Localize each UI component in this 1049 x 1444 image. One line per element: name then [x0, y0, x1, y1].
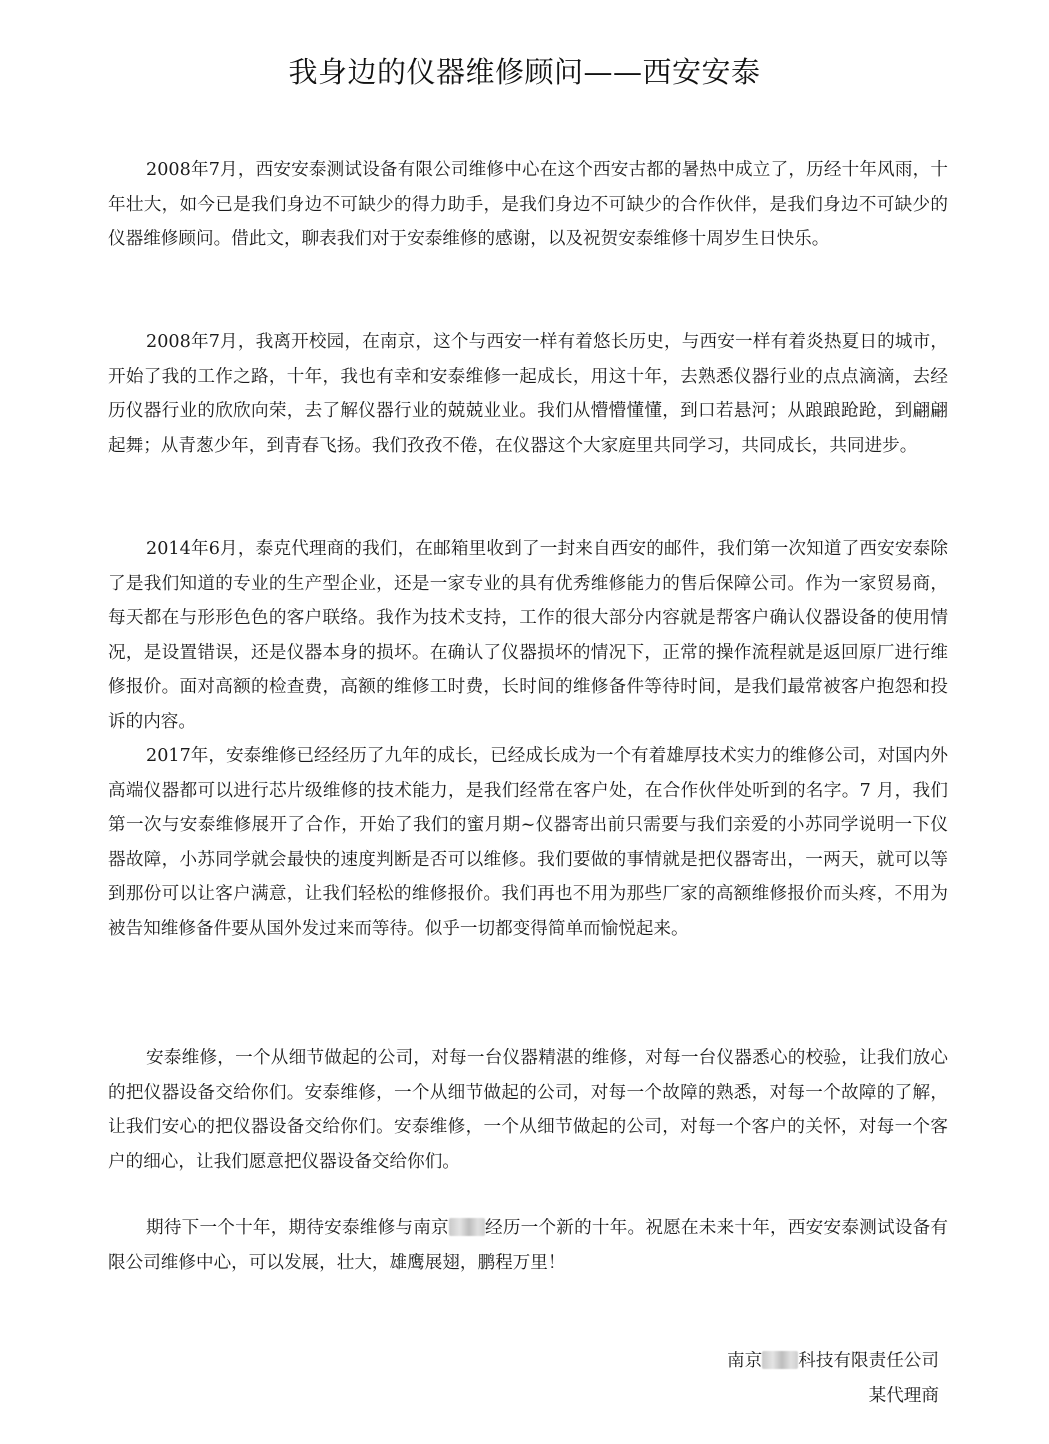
paragraph-6-before: 期待下一个十年，期待安泰维修与南京	[146, 1218, 449, 1238]
paragraph-4: 2017年，安泰维修已经经历了九年的成长，已经成长成为一个有着雄厚技术实力的维修公司，对国内外高端仪器都可以进行芯片级维修的技术能力，是我们经常在客户处，在合作伙伴处听到的名字。7 月，我们第一次与安泰维修展开了合作，开始了我们的蜜月期~仪器寄出前只需要与我们亲爱的小苏同学说明一下仪器故障，小苏同学就会最快的速度判断是否可以维修。我们要做的事情就是把仪器寄出，一两天，就可以等到那份可以让客户满意，让我们轻松的维修报价。我们再也不用为那些厂家的高额维修报价而头疼，不用为被告知维修备件要从国外发过来而等待。似乎一切都变得简单而愉悦起来。	[108, 746, 948, 939]
signature-company-suffix: 科技有限责任公司	[798, 1351, 939, 1371]
paragraph-1: 2008年7月，西安安泰测试设备有限公司维修中心在这个西安古都的暑热中成立了，历经十年风雨，十年壮大，如今已是我们身边不可缺少的得力助手，是我们身边不可缺少的合作伙伴，是我们身边不可缺少的仪器维修顾问。借此文，聊表我们对于安泰维修的感谢，以及祝贺安泰维修十周岁生日快乐。	[108, 160, 948, 249]
paragraph-5: 安泰维修，一个从细节做起的公司，对每一台仪器精湛的维修，对每一台仪器悉心的校验，让我们放心的把仪器设备交给你们。安泰维修，一个从细节做起的公司，对每一个故障的熟悉，对每一个故障的了解，让我们安心的把仪器设备交给你们。安泰维修，一个从细节做起的公司，对每一个客户的关怀，对每一个客户的细心，让我们愿意把仪器设备交给你们。	[108, 1048, 948, 1172]
signature-company	[539, 1346, 939, 1376]
paragraph-3: 2014年6月，泰克代理商的我们，在邮箱里收到了一封来自西安的邮件，我们第一次知道了西安安泰除了是我们知道的专业的生产型企业，还是一家专业的具有优秀维修能力的售后保障公司。作为一家贸易商，每天都在与形形色色的客户联络。我作为技术支持，工作的很大部分内容就是帮客户确认仪器设备的使用情况，是设置错误，还是仪器本身的损坏。在确认了仪器损坏的情况下，正常的操作流程就是返回原厂进行维修报价。面对高额的检查费，高额的维修工时费，长时间的维修备件等待时间，是我们最常被客户抱怨和投诉的内容。	[108, 539, 948, 732]
paragraph-6-after: 经历一个新的十年。祝愿在未来十年，西安安泰测试设备有限公司维修中心，可以发展，壮大，雄鹰展翅，鹏程万里！	[108, 1218, 948, 1273]
signature-company-prefix: 南京	[727, 1351, 763, 1371]
paragraph-6	[108, 1211, 948, 1280]
redacted-company-name	[762, 1351, 798, 1369]
redacted-name	[449, 1218, 485, 1236]
document-title: 我身边的仪器维修顾问——西安安泰	[288, 55, 761, 89]
signature-role: 某代理商	[868, 1386, 939, 1406]
paragraph-2: 2008年7月，我离开校园，在南京，这个与西安一样有着悠长历史，与西安一样有着炎热夏日的城市，开始了我的工作之路，十年，我也有幸和安泰维修一起成长，用这十年，去熟悉仪器行业的点点滴滴，去经历仪器行业的欣欣向荣，去了解仪器行业的兢兢业业。我们从懵懵懂懂，到口若悬河；从踉踉跄跄，到翩翩起舞；从青葱少年，到青春飞扬。我们孜孜不倦，在仪器这个大家庭里共同学习，共同成长，共同进步。	[108, 332, 948, 456]
